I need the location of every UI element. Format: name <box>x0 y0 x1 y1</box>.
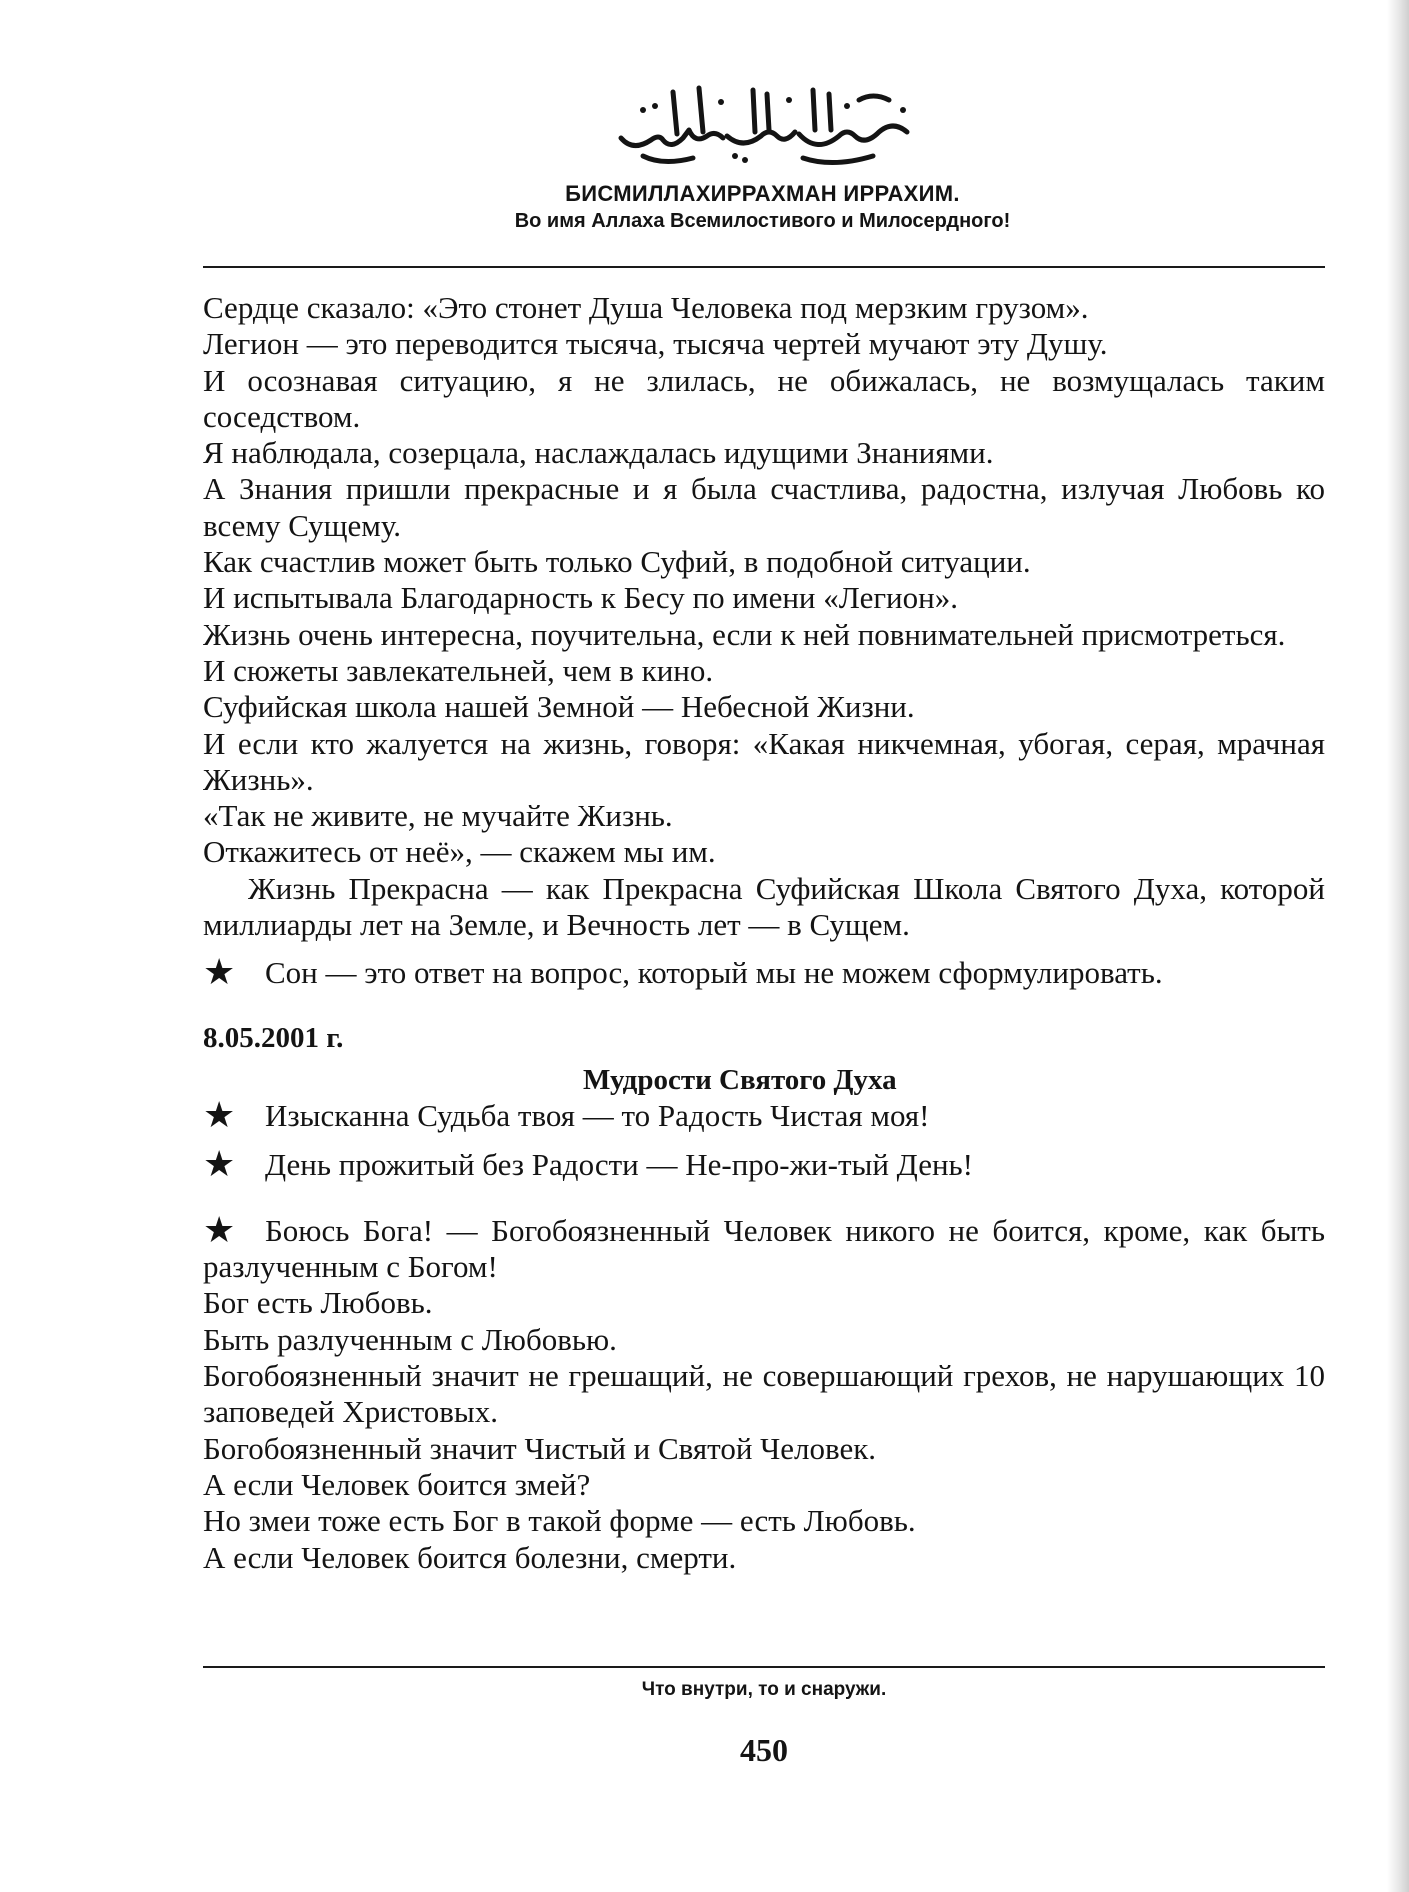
paragraph: Откажитесь от неё», — скажем мы им. <box>203 834 716 870</box>
paragraph: А Знания пришли прекрасные и я была счастлива, радостна, излучая Любовь ко всему Сущему. <box>203 471 1325 543</box>
aphorism-text: Изысканна Судьба твоя — то Радость Чистая моя! <box>265 1098 930 1134</box>
paragraph: Сердце сказало: «Это стонет Душа Человека под мерзким грузом». <box>203 290 1089 325</box>
aphorism-item <box>203 1143 1325 1184</box>
paragraph: А если Человек боится змей? <box>203 1466 591 1502</box>
paragraph: А если Человек боится болезни, смерти. <box>203 1539 737 1575</box>
paragraph: Богобоязненный значит Чистый и Святой Человек. <box>203 1430 877 1466</box>
entry-date: 8.05.2001 г. <box>203 1021 344 1054</box>
bottom-rule <box>203 1666 1325 1668</box>
aphorism-text: День прожитый без Радости — Не-про-жи-тый День! <box>265 1146 974 1182</box>
paragraph: Как счастлив может быть только Суфий, в подобной ситуации. <box>203 544 1031 580</box>
main-text <box>203 290 1325 1576</box>
paragraph: Быть разлученным с Любовью. <box>203 1321 617 1357</box>
paragraph: Легион — это переводится тысяча, тысяча чертей мучают эту Душу. <box>203 326 1108 362</box>
aphorism-item <box>203 1095 1325 1136</box>
star-icon: ★ <box>203 1209 236 1250</box>
paragraph: Суфийская школа нашей Земной — Небесной Жизни. <box>203 689 915 725</box>
paragraph: Я наблюдала, созерцала, наслаждалась идущими Знаниями. <box>203 435 994 471</box>
aphorism-item <box>203 952 1325 993</box>
top-rule <box>203 266 1325 268</box>
paragraph: И испытывала Благодарность к Бесу по имени «Легион». <box>203 580 958 616</box>
aphorism-item <box>203 1209 1325 1286</box>
header-subtitle: Во имя Аллаха Всемилостивого и Милосердного! <box>514 210 1011 232</box>
page-header <box>200 70 1325 234</box>
paragraph: И осознавая ситуацию, я не злилась, не обижалась, не возмущалась таким соседством. <box>203 362 1325 434</box>
star-icon: ★ <box>203 1143 236 1184</box>
paragraph: Жизнь Прекрасна — как Прекрасна Суфийская Школа Святого Духа, которой миллиарды лет на Земле, и Вечность лет — в Сущем. <box>203 870 1325 943</box>
basmala-calligraphy <box>603 70 923 170</box>
paragraph: И если кто жалуется на жизнь, говоря: «Какая никчемная, убогая, серая, мрачная Жизнь». <box>203 725 1325 797</box>
star-icon: ★ <box>203 952 236 993</box>
page-number: 450 <box>740 1732 788 1768</box>
paragraph: «Так не живите, не мучайте Жизнь. <box>203 798 673 834</box>
section-title: Мудрости Святого Духа <box>583 1063 897 1096</box>
paragraph: Но змеи тоже есть Бог в такой форме — есть Любовь. <box>203 1503 916 1539</box>
paragraph: Богобоязненный значит не грешащий, не совершающий грехов, не нарушающих 10 заповедей Христовых. <box>203 1358 1325 1430</box>
star-icon: ★ <box>203 1095 236 1136</box>
header-title: БИСМИЛЛАХИРРАХМАН ИРРАХИМ. <box>565 181 960 206</box>
page-spine-shadow <box>1387 0 1409 1892</box>
paragraph: Жизнь очень интересна, поучительна, если к ней повнимательней присмотреться. <box>203 616 1286 652</box>
aphorism-text: Сон — это ответ на вопрос, который мы не можем сформулировать. <box>265 955 1163 991</box>
paragraph: Бог есть Любовь. <box>203 1285 433 1321</box>
paragraph: И сюжеты завлекательней, чем в кино. <box>203 652 714 688</box>
basmala-text: بِسْمِ اللَّهِ الرَّحْمَٰنِ الرَّحِيمِ <box>602 70 613 71</box>
aphorism-text: Боюсь Бога! — Богобоязненный Человек никого не боится, кроме, как быть разлученным с Богом! <box>203 1212 1325 1285</box>
footer-motto: Что внутри, то и снаружи. <box>641 1679 887 1700</box>
